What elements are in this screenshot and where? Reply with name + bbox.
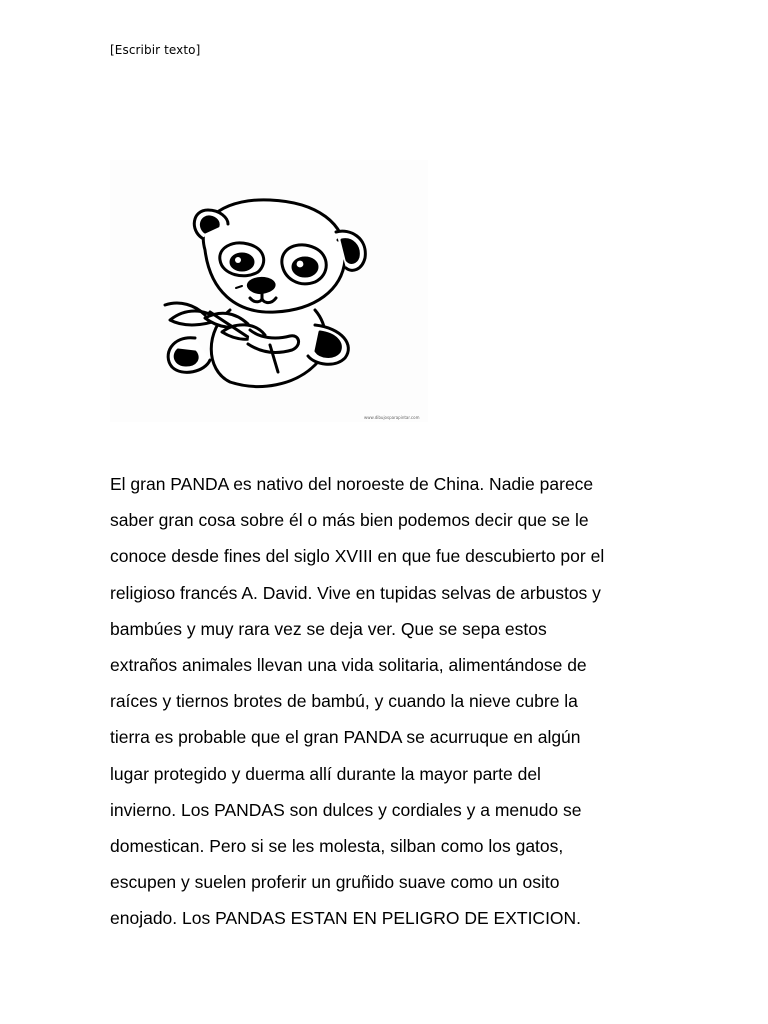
paragraph-line: El gran PANDA es nativo del noroeste de China. Nadie parece: [110, 474, 594, 494]
paragraph-line: conoce desde fines del siglo XVIII en que fue descubierto por el: [110, 546, 605, 567]
paragraph-line: lugar protegido y duerma allí durante la mayor parte del: [110, 763, 541, 784]
paragraph-line: invierno. Los PANDAS son dulces y cordiales y a menudo se: [110, 799, 582, 820]
paragraph-line: bambúes y muy rara vez se deja ver. Que se sepa estos: [110, 618, 547, 639]
paragraph-line: tierra es probable que el gran PANDA se acurruque en algún: [110, 727, 581, 748]
panda-illustration: [110, 160, 428, 422]
body-paragraph: [110, 466, 670, 937]
panda-drawing: [110, 160, 428, 422]
paragraph-line: domestican. Pero si se les molesta, silban como los gatos,: [110, 836, 564, 857]
page-header-placeholder: [Escribir texto]: [110, 43, 201, 57]
paragraph-line: escupen y suelen proferir un gruñido suave como un osito: [110, 872, 560, 893]
paragraph-line: raíces y tiernos brotes de bambú, y cuando la nieve cubre la: [110, 691, 578, 712]
image-watermark: www.dibujosparapintar.com: [364, 415, 420, 420]
paragraph-line: extraños animales llevan una vida solitaria, alimentándose de: [110, 655, 587, 676]
paragraph-line: saber gran cosa sobre él o más bien podemos decir que se le: [110, 510, 589, 531]
paragraph-line: religioso francés A. David. Vive en tupidas selvas de arbustos y: [110, 582, 601, 603]
paragraph-line: enojado. Los PANDAS ESTAN EN PELIGRO DE EXTICION.: [110, 908, 582, 929]
